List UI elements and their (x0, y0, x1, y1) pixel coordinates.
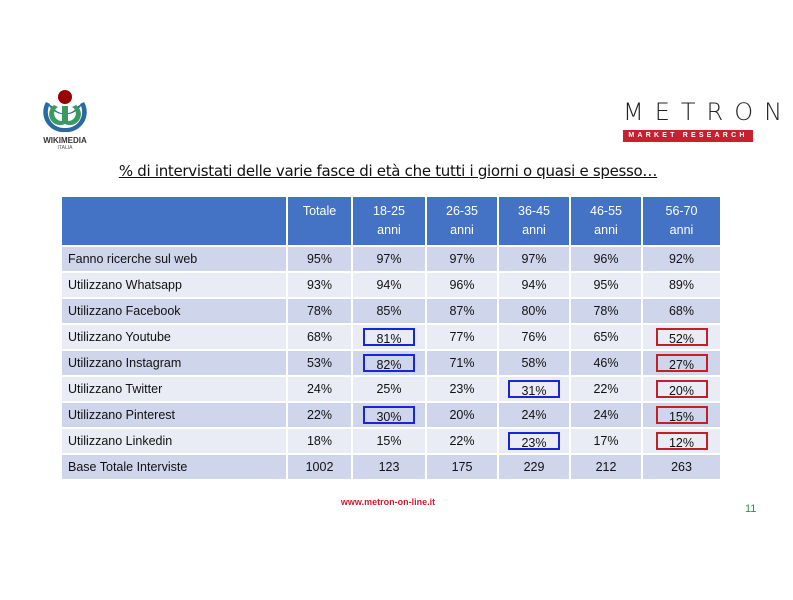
column-header-text: anni (450, 223, 474, 237)
table-cell (499, 351, 569, 375)
table-cell (499, 403, 569, 427)
highlighted-value-red: 15% (656, 406, 708, 424)
table-cell (643, 429, 720, 453)
cell-value: 68% (306, 330, 333, 344)
table-cell (571, 247, 641, 271)
usage-table (60, 195, 722, 481)
column-header-text: 26-35 (446, 204, 478, 218)
column-header-text: 46-55 (590, 204, 622, 218)
cell-value: 175 (451, 460, 473, 474)
cell-value: 95% (593, 278, 619, 292)
table-cell (643, 377, 720, 401)
table-cell (353, 325, 425, 349)
cell-value: 78% (593, 304, 619, 318)
cell-value: 58% (521, 356, 547, 370)
table-cell (353, 377, 425, 401)
cell-value: 24% (306, 382, 333, 396)
table-cell (427, 455, 497, 479)
table-cell (288, 403, 351, 427)
table-cell (288, 429, 351, 453)
table-cell (499, 455, 569, 479)
table-cell (571, 377, 641, 401)
table-row (62, 299, 720, 323)
table-cell (643, 351, 720, 375)
row-label: Utilizzano Linkedin (62, 429, 286, 453)
table-cell (353, 429, 425, 453)
table-cell (288, 377, 351, 401)
table-cell (643, 247, 720, 271)
row-label: Utilizzano Pinterest (62, 403, 286, 427)
table-row (62, 351, 720, 375)
row-label: Base Totale Interviste (62, 455, 286, 479)
cell-value: 71% (449, 356, 475, 370)
cell-value: 68% (668, 304, 695, 318)
row-label: Utilizzano Twitter (62, 377, 286, 401)
cell-value: 15% (376, 434, 402, 448)
cell-value: 22% (306, 408, 333, 422)
table-cell (427, 273, 497, 297)
cell-value: 97% (376, 252, 402, 266)
cell-value: 212 (595, 460, 617, 474)
cell-value: 22% (449, 434, 475, 448)
highlighted-value-red: 20% (656, 380, 708, 398)
column-header-text: Totale (302, 204, 337, 218)
table-cell (427, 299, 497, 323)
highlighted-value-red: 27% (656, 354, 708, 372)
table-cell (353, 247, 425, 271)
highlighted-value-blue: 30% (363, 406, 415, 424)
table-cell (427, 429, 497, 453)
row-label: Utilizzano Youtube (62, 325, 286, 349)
table-cell (353, 403, 425, 427)
table-cell (571, 351, 641, 375)
wikimedia-logo-icon (42, 88, 88, 134)
table-cell (353, 273, 425, 297)
column-header (353, 197, 425, 245)
cell-value: 87% (449, 304, 475, 318)
cell-value: 97% (521, 252, 547, 266)
column-header-text: anni (594, 223, 618, 237)
page-number: 11 (745, 503, 757, 515)
row-label: Utilizzano Whatsapp (62, 273, 286, 297)
table-cell (499, 377, 569, 401)
cell-value: 94% (376, 278, 402, 292)
cell-value: 89% (668, 278, 695, 292)
table-cell (643, 403, 720, 427)
table-cell (288, 273, 351, 297)
highlighted-value-red: 52% (656, 328, 708, 346)
cell-value: 53% (306, 356, 333, 370)
table-cell (427, 247, 497, 271)
column-header (427, 197, 497, 245)
cell-value: 123 (378, 460, 400, 474)
table-cell (571, 325, 641, 349)
column-header-text: anni (522, 223, 546, 237)
table-row (62, 377, 720, 401)
column-header (288, 197, 351, 245)
highlighted-value-blue: 31% (508, 380, 560, 398)
table-cell (353, 351, 425, 375)
table-cell (288, 247, 351, 271)
cell-value: 46% (593, 356, 619, 370)
slide-title: % di intervistati delle varie fasce di età che tutti i giorni o quasi e spesso… (118, 162, 658, 180)
table-cell (427, 403, 497, 427)
table-cell (288, 351, 351, 375)
table-cell (353, 455, 425, 479)
cell-value: 1002 (305, 460, 334, 474)
row-label: Utilizzano Instagram (62, 351, 286, 375)
column-header-text: 18-25 (373, 204, 405, 218)
table-row (62, 247, 720, 271)
cell-value: 23% (449, 382, 475, 396)
highlighted-value-blue: 81% (363, 328, 415, 346)
highlighted-value-red: 12% (656, 432, 708, 450)
cell-value: 92% (668, 252, 695, 266)
wikimedia-sublabel: ITALIA (57, 145, 73, 151)
column-header-text: 56-70 (665, 204, 698, 218)
cell-value: 85% (376, 304, 402, 318)
table-cell (571, 429, 641, 453)
metron-label: METRON (623, 98, 793, 126)
table-cell (427, 325, 497, 349)
table-header-row (62, 197, 720, 245)
table-cell (427, 351, 497, 375)
cell-value: 20% (449, 408, 475, 422)
column-header-text: anni (669, 223, 694, 237)
wikimedia-label: WIKIMEDIA (43, 136, 87, 145)
column-header-text: 36-45 (518, 204, 550, 218)
table-row (62, 325, 720, 349)
footer-url[interactable]: www.metron-on-line.it (340, 497, 436, 507)
table-cell (427, 377, 497, 401)
cell-value: 18% (306, 434, 333, 448)
column-header (571, 197, 641, 245)
cell-value: 65% (593, 330, 619, 344)
table-cell (353, 299, 425, 323)
column-header (643, 197, 720, 245)
table-row (62, 455, 720, 479)
table-cell (499, 247, 569, 271)
highlighted-value-blue: 23% (508, 432, 560, 450)
cell-value: 94% (521, 278, 547, 292)
cell-value: 95% (306, 252, 333, 266)
cell-value: 93% (306, 278, 333, 292)
cell-value: 229 (523, 460, 545, 474)
table-cell (643, 325, 720, 349)
column-header-text: anni (377, 223, 401, 237)
cell-value: 77% (449, 330, 475, 344)
table-cell (499, 325, 569, 349)
table-cell (571, 455, 641, 479)
table-row (62, 403, 720, 427)
column-header (62, 197, 286, 245)
row-label: Fanno ricerche sul web (62, 247, 286, 271)
table-cell (288, 325, 351, 349)
row-label: Utilizzano Facebook (62, 299, 286, 323)
cell-value: 25% (376, 382, 402, 396)
table-cell (499, 429, 569, 453)
cell-value: 78% (306, 304, 333, 318)
highlighted-value-blue: 82% (363, 354, 415, 372)
table-cell (643, 299, 720, 323)
cell-value: 97% (449, 252, 475, 266)
table-cell (288, 455, 351, 479)
table-cell (643, 273, 720, 297)
table-cell (643, 455, 720, 479)
cell-value: 17% (593, 434, 619, 448)
table-cell (571, 273, 641, 297)
cell-value: 76% (521, 330, 547, 344)
wikimedia-italia-logo (30, 88, 100, 151)
cell-value: 96% (449, 278, 475, 292)
metron-logo (623, 98, 793, 142)
table-cell (571, 403, 641, 427)
cell-value: 22% (593, 382, 619, 396)
metron-sublabel: MARKET RESEARCH (623, 130, 753, 142)
cell-value: 96% (593, 252, 619, 266)
table-cell (288, 299, 351, 323)
cell-value: 24% (593, 408, 619, 422)
table-row (62, 273, 720, 297)
table-cell (499, 299, 569, 323)
table-cell (571, 299, 641, 323)
table-cell (499, 273, 569, 297)
cell-value: 24% (521, 408, 547, 422)
cell-value: 263 (671, 460, 692, 474)
cell-value: 80% (521, 304, 547, 318)
column-header (499, 197, 569, 245)
table-row (62, 429, 720, 453)
